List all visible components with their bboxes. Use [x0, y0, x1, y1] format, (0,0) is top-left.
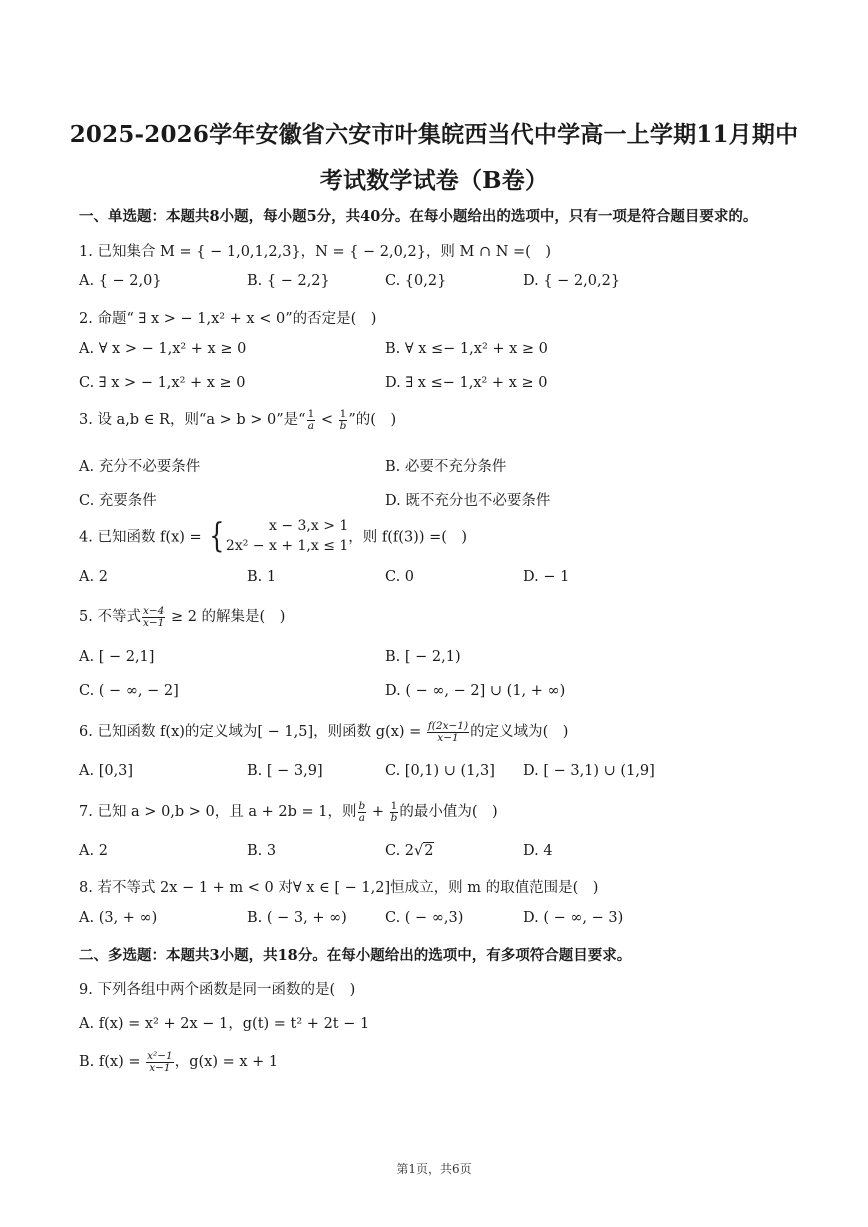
question-3-stem-pre: 3. 设 a,b ∈ R，则“a > b > 0”是“ — [79, 412, 306, 428]
question-6-stem-pre: 6. 已知函数 f(x)的定义域为[ − 1,5]，则函数 g(x) = — [79, 724, 426, 740]
question-9-option-a: A. f(x) = x² + 2x − 1，g(t) = t² + 2t − 1 — [79, 1016, 370, 1032]
question-5-option-a: A. [ − 2,1] — [79, 649, 155, 665]
question-3-option-b: B. 必要不充分条件 — [385, 459, 507, 475]
question-3-option-c: C. 充要条件 — [79, 493, 157, 509]
fraction-numerator: x²−1 — [147, 1049, 173, 1062]
sqrt-sign: √ — [414, 843, 424, 859]
question-7-stem-pre: 7. 已知 a > 0,b > 0，且 a + 2b = 1，则 — [79, 804, 357, 820]
piecewise-cases — [226, 516, 348, 556]
page-title-line2: 考试数学试卷（B卷） — [319, 167, 549, 194]
option-b-post: ，g(x) = x + 1 — [174, 1054, 279, 1070]
question-3-stem — [79, 408, 396, 432]
fraction-denominator: x−1 — [149, 1061, 171, 1074]
question-8-option-b: B. ( − 3, + ∞) — [247, 910, 347, 926]
page-title-line1: 2025-2026学年安徽省六安市叶集皖西当代中学高一上学期11月期中 — [69, 121, 799, 148]
question-6-stem — [79, 720, 568, 744]
fraction-denominator: x−1 — [142, 616, 165, 629]
question-7-option-c — [385, 843, 434, 859]
question-5-stem-pre: 5. 不等式 — [79, 609, 141, 625]
fraction-denominator: b — [390, 811, 398, 824]
question-7-option-d: D. 4 — [523, 843, 553, 859]
fraction-x-4-over-x-1 — [142, 606, 165, 629]
question-8-option-d: D. ( − ∞, − 3) — [523, 910, 624, 926]
question-3-stem-post: ”的( ) — [348, 412, 397, 428]
fraction-denominator: a — [307, 419, 315, 432]
fraction-1-over-a — [307, 409, 316, 432]
question-6-stem-post: 的定义域为( ) — [470, 724, 569, 740]
question-7-option-b: B. 3 — [247, 843, 277, 859]
question-8-option-c: C. ( − ∞,3) — [385, 910, 464, 926]
question-2-option-d: D. ∃ x ≤− 1,x² + x ≥ 0 — [385, 375, 548, 391]
question-4-stem — [79, 516, 467, 556]
question-9-stem: 9. 下列各组中两个函数是同一函数的是( ) — [79, 982, 356, 998]
question-4-option-b: B. 1 — [247, 569, 277, 585]
fraction-numerator: f(2x−1) — [427, 719, 469, 732]
question-2-option-b: B. ∀ x ≤− 1,x² + x ≥ 0 — [385, 341, 548, 357]
fraction-1-over-b — [339, 409, 348, 432]
question-7-stem-post: 的最小值为( ) — [399, 804, 498, 820]
question-4-option-a: A. 2 — [79, 569, 108, 585]
fraction-denominator: a — [358, 811, 365, 824]
fraction-numerator: x−4 — [142, 604, 165, 617]
question-2-stem: 2. 命题“ ∃ x > − 1,x² + x < 0”的否定是( ) — [79, 311, 377, 327]
question-5-option-d: D. ( − ∞, − 2] ∪ (1, + ∞) — [385, 683, 566, 699]
fraction-numerator: b — [358, 799, 366, 812]
question-1-option-d: D. { − 2,0,2} — [523, 273, 621, 289]
question-5-option-c: C. ( − ∞, − 2] — [79, 683, 179, 699]
question-1-option-a: A. { − 2,0} — [79, 273, 162, 289]
question-8-option-a: A. (3, + ∞) — [79, 910, 158, 926]
question-1-option-c: C. {0,2} — [385, 273, 447, 289]
page-footer: 第1页，共6页 — [396, 1162, 472, 1176]
question-5-option-b: B. [ − 2,1) — [385, 649, 461, 665]
piecewise-brace: { — [209, 516, 225, 556]
question-7-option-a: A. 2 — [79, 843, 108, 859]
piecewise-case-2: 2x² − x + 1,x ≤ 1 — [225, 538, 349, 554]
question-2-option-a: A. ∀ x > − 1,x² + x ≥ 0 — [79, 341, 247, 357]
question-6-option-c: C. [0,1) ∪ (1,3] — [385, 763, 495, 779]
option-c-coefficient: C. 2 — [385, 843, 415, 859]
question-5-stem-post: ≥ 2 的解集是( ) — [166, 609, 286, 625]
section-single-choice-heading: 一、单选题：本题共8小题，每小题5分，共40分。在每小题给出的选项中，只有一项是符合题目要求的。 — [79, 208, 758, 225]
question-1-option-b: B. { − 2,2} — [247, 273, 330, 289]
question-5-stem — [79, 605, 285, 629]
option-b-pre: B. f(x) = — [79, 1054, 146, 1070]
fraction-numerator: 1 — [339, 407, 347, 420]
fraction-1-over-b — [390, 801, 399, 824]
question-4-option-d: D. − 1 — [523, 569, 570, 585]
question-8-stem: 8. 若不等式 2x − 1 + m < 0 对∀ x ∈ [ − 1,2]恒成立，则 m 的取值范围是( ) — [79, 880, 599, 896]
fraction-numerator: 1 — [390, 799, 398, 812]
fraction-numerator: 1 — [307, 407, 315, 420]
question-6-option-b: B. [ − 3,9] — [247, 763, 323, 779]
fraction-denominator: x−1 — [437, 731, 459, 744]
less-than-sign: < — [316, 412, 338, 428]
question-6-option-d: D. [ − 3,1) ∪ (1,9] — [523, 763, 655, 779]
fraction-x2-1-over-x-1 — [146, 1051, 174, 1074]
question-3-option-a: A. 充分不必要条件 — [79, 459, 201, 475]
fraction-b-over-a — [358, 801, 367, 824]
fraction-denominator: b — [339, 419, 347, 432]
question-1-stem: 1. 已知集合 M = { − 1,0,1,2,3}，N = { − 2,0,2}，则 M ∩ N =( ) — [79, 244, 551, 260]
plus-sign: + — [367, 804, 389, 820]
question-7-stem — [79, 800, 498, 824]
question-6-option-a: A. [0,3] — [79, 763, 134, 779]
section-multiple-choice-heading: 二、多选题：本题共3小题，共18分。在每小题给出的选项中，有多项符合题目要求。 — [79, 947, 632, 964]
fraction-f-2x-1-over-x-1 — [427, 721, 469, 744]
question-9-option-b — [79, 1050, 278, 1074]
question-3-option-d: D. 既不充分也不必要条件 — [385, 493, 551, 509]
question-4-stem-pre: 4. 已知函数 f(x) = — [79, 529, 207, 546]
question-2-option-c: C. ∃ x > − 1,x² + x ≥ 0 — [79, 375, 246, 391]
question-4-option-c: C. 0 — [385, 569, 415, 585]
sqrt-radicand: 2 — [424, 843, 434, 859]
piecewise-case-1: x − 3,x > 1 — [268, 518, 349, 534]
question-4-stem-post: ，则 f(f(3)) =( ) — [348, 529, 468, 546]
